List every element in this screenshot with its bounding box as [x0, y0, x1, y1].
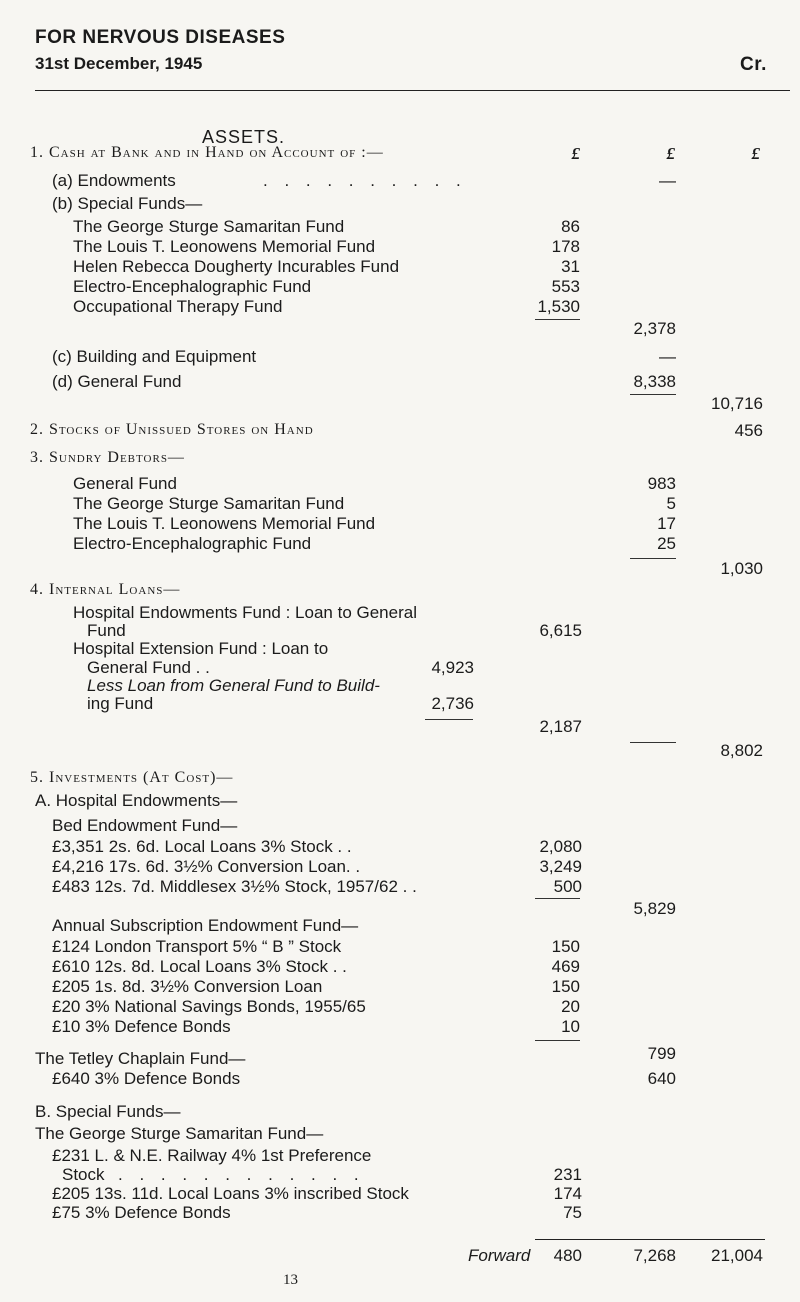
cash-endowments-value: — [659, 171, 676, 190]
debtor-label: The Louis T. Leonowens Memorial Fund [73, 514, 376, 533]
subtotal-rule [630, 558, 676, 559]
loan-value: 6,615 [539, 621, 582, 640]
loans-total: 8,802 [720, 741, 763, 760]
loan-line: Less Loan from General Fund to Build- [87, 676, 380, 695]
investment-label: £610 12s. 8d. Local Loans 3% Stock . . [52, 957, 347, 976]
forward-col3: 21,004 [711, 1246, 763, 1265]
investment-label: £231 L. & N.E. Railway 4% 1st Preference [52, 1146, 372, 1165]
investment-value: 75 [563, 1203, 582, 1222]
forward-rule [535, 1239, 765, 1240]
subtotal-rule [535, 319, 580, 320]
debtors-heading: 3. Sundry Debtors— [30, 449, 185, 466]
col3-currency: £ [751, 144, 760, 163]
cash-item-value: 178 [551, 237, 580, 256]
cash-heading: 1. Cash at Bank and in Hand on Account of :— [30, 144, 384, 161]
loan-line: General Fund . . [87, 658, 210, 677]
loan-line: Fund [87, 621, 126, 640]
cash-general-fund: (d) General Fund [52, 372, 182, 391]
investment-value: 231 [553, 1165, 582, 1184]
section-title: ASSETS. [202, 127, 286, 147]
cash-item-value: 31 [561, 257, 580, 276]
cash-item-label: Electro-Encephalographic Fund [73, 277, 312, 296]
investments-special-funds: B. Special Funds— [35, 1102, 181, 1121]
subtotal-rule [630, 742, 676, 743]
investments-hospital-endowments: A. Hospital Endowments— [35, 791, 238, 810]
header-rule [35, 90, 790, 91]
stocks-total: 456 [734, 421, 763, 440]
debtor-value: 17 [657, 514, 676, 533]
investment-label: £640 3% Defence Bonds [52, 1069, 241, 1088]
cash-item-value: 86 [561, 217, 580, 236]
subtotal-rule [425, 719, 473, 720]
loan-line: Hospital Extension Fund : Loan to [73, 639, 329, 658]
cash-item-label: Helen Rebecca Dougherty Incurables Fund [73, 257, 400, 276]
tetley-heading: The Tetley Chaplain Fund— [35, 1049, 246, 1068]
loan-line: Hospital Endowments Fund : Loan to General [73, 603, 417, 622]
loan-value: 2,736 [431, 694, 474, 713]
bed-endowment-heading: Bed Endowment Fund— [52, 816, 238, 835]
investment-label: £124 London Transport 5% “ B ” Stock [52, 937, 342, 956]
investment-value: 3,249 [539, 857, 582, 876]
cash-building: (c) Building and Equipment [52, 347, 257, 366]
sturge-heading: The George Sturge Samaritan Fund— [35, 1124, 324, 1143]
loans-heading: 4. Internal Loans— [30, 581, 181, 598]
cash-item-value: 1,530 [537, 297, 580, 316]
cash-special-total: 2,378 [633, 319, 676, 338]
investment-label: £205 1s. 8d. 3½% Conversion Loan [52, 977, 323, 996]
cash-special-funds: (b) Special Funds— [52, 194, 203, 213]
investment-value: 150 [551, 977, 580, 996]
investment-label: £3,351 2s. 6d. Local Loans 3% Stock . . [52, 837, 352, 856]
debtor-label: The George Sturge Samaritan Fund [73, 494, 345, 513]
bed-endowment-total: 5,829 [633, 899, 676, 918]
debtor-label: Electro-Encephalographic Fund [73, 534, 312, 553]
loan-value: 4,923 [431, 658, 474, 677]
investment-value: 469 [551, 957, 580, 976]
cash-endowments: (a) Endowments [52, 171, 176, 190]
loan-line: ing Fund [87, 694, 154, 713]
annual-subscription-heading: Annual Subscription Endowment Fund— [52, 916, 359, 935]
forward-col1: 480 [553, 1246, 582, 1265]
investments-heading: 5. Investments (At Cost)— [30, 769, 234, 786]
forward-label: Forward [468, 1246, 531, 1265]
cash-item-label: The Louis T. Leonowens Memorial Fund [73, 237, 376, 256]
cash-item-label: The George Sturge Samaritan Fund [73, 217, 345, 236]
page-header-side: Cr. [740, 54, 767, 75]
investment-value: 150 [551, 937, 580, 956]
cash-total: 10,716 [711, 394, 763, 413]
cash-item-label: Occupational Therapy Fund [73, 297, 283, 316]
col2-currency: £ [666, 144, 675, 163]
loans-net: 2,187 [539, 717, 582, 736]
investment-label: Stock [62, 1165, 105, 1184]
cash-item-value: 553 [551, 277, 580, 296]
debtor-label: General Fund [73, 474, 177, 493]
forward-col2: 7,268 [633, 1246, 676, 1265]
investment-label: £10 3% Defence Bonds [52, 1017, 231, 1036]
investment-value: 10 [561, 1017, 580, 1036]
leader-dots: . . . . . . . . . . [263, 171, 467, 190]
tetley-value: 640 [647, 1069, 676, 1088]
investment-value: 174 [553, 1184, 582, 1203]
cash-general-fund-value: 8,338 [633, 372, 676, 391]
annual-subscription-total: 799 [647, 1044, 676, 1063]
col1-currency: £ [571, 144, 580, 163]
subtotal-rule [535, 1040, 580, 1041]
page-header-title: FOR NERVOUS DISEASES [35, 27, 286, 48]
cash-building-value: — [659, 347, 676, 366]
investment-value: 20 [561, 997, 580, 1016]
investment-label: £205 13s. 11d. Local Loans 3% inscribed Stock [52, 1184, 409, 1203]
leader-dots: . . . . . . . . . . . . [118, 1165, 365, 1184]
investment-label: £4,216 17s. 6d. 3½% Conversion Loan. . [52, 857, 361, 876]
page-header-date: 31st December, 1945 [35, 54, 203, 73]
debtor-value: 983 [647, 474, 676, 493]
page-number: 13 [283, 1272, 298, 1288]
subtotal-rule [535, 898, 580, 899]
investment-value: 2,080 [539, 837, 582, 856]
debtor-value: 5 [666, 494, 676, 513]
investment-label: £483 12s. 7d. Middlesex 3½% Stock, 1957/62 . . [52, 877, 417, 896]
subtotal-rule [630, 394, 676, 395]
stocks-heading: 2. Stocks of Unissued Stores on Hand [30, 421, 314, 438]
investment-value: 500 [553, 877, 582, 896]
debtors-total: 1,030 [720, 559, 763, 578]
investment-label: £75 3% Defence Bonds [52, 1203, 231, 1222]
investment-label: £20 3% National Savings Bonds, 1955/65 [52, 997, 366, 1016]
debtor-value: 25 [657, 534, 676, 553]
